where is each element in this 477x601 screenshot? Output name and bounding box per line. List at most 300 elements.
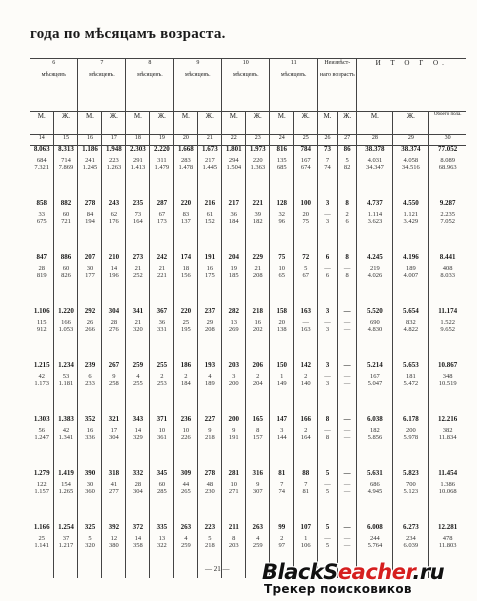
cell-total: 220 xyxy=(180,308,192,315)
table-cell xyxy=(174,524,198,578)
cell-total: 11.174 xyxy=(438,308,458,315)
cell-subvalue: 6 xyxy=(88,372,92,380)
cell-total: 1.279 xyxy=(33,470,50,477)
cell-subvalue: 311 xyxy=(157,156,167,164)
cell-subvalue: 21 xyxy=(134,318,142,326)
cell-subvalue: 5.472 xyxy=(403,380,419,387)
table-row xyxy=(30,308,466,362)
table-cell xyxy=(357,254,393,308)
col-number: 24 xyxy=(270,135,294,146)
cell-total: 263 xyxy=(180,524,192,531)
table-cell xyxy=(294,416,318,470)
col-number: 14 xyxy=(30,135,54,146)
cell-subvalue: 10.519 xyxy=(438,380,457,387)
cell-subvalue: 16 xyxy=(206,264,214,272)
cell-total: 372 xyxy=(132,524,144,531)
cell-total: 88 xyxy=(302,470,310,477)
cell-subvalue: — xyxy=(324,318,331,326)
cell-total: 227 xyxy=(204,416,216,423)
cell-subvalue: 329 xyxy=(133,434,143,441)
table-cell xyxy=(270,200,294,254)
cell-total: 304 xyxy=(108,308,120,315)
cell-subvalue: 8 xyxy=(325,434,330,441)
table-cell xyxy=(270,308,294,362)
cell-subvalue: 5.123 xyxy=(403,488,419,495)
cell-subvalue: 826 xyxy=(61,272,71,279)
cell-total: 343 xyxy=(132,416,144,423)
cell-subvalue: 21 xyxy=(158,264,166,272)
col-header-7: 7 мѣсяцевъ. xyxy=(78,59,126,112)
cell-subvalue: — xyxy=(343,534,351,542)
table-cell xyxy=(126,254,150,308)
cell-total: 318 xyxy=(108,470,120,477)
cell-subvalue: 1.157 xyxy=(34,488,50,495)
cell-subvalue: 28 xyxy=(110,318,118,326)
cell-total: 8 xyxy=(345,254,349,261)
cell-subvalue: 32 xyxy=(278,210,285,218)
cell-subvalue: 1 xyxy=(280,372,284,380)
cell-subvalue: 348 xyxy=(442,372,453,380)
cell-subvalue: 8.033 xyxy=(440,272,455,279)
cell-subvalue: 5 xyxy=(325,542,330,549)
cell-subvalue: 175 xyxy=(204,272,215,279)
col-number: 17 xyxy=(102,135,126,146)
cell-subvalue: 1.478 xyxy=(178,164,194,171)
cell-subvalue: 48 xyxy=(206,480,214,488)
table-cell xyxy=(30,146,54,201)
table-row xyxy=(30,254,466,308)
cell-subvalue: 163 xyxy=(300,326,311,333)
cell-subvalue: 721 xyxy=(61,218,71,225)
cell-subvalue: 4.058 xyxy=(403,156,419,164)
col-number: 16 xyxy=(78,135,102,146)
col-number: 23 xyxy=(246,135,270,146)
table-cell xyxy=(357,308,393,362)
table-cell xyxy=(78,146,102,201)
col-number: 26 xyxy=(318,135,338,146)
cell-subvalue: 5.856 xyxy=(367,434,383,441)
cell-total: 223 xyxy=(204,524,216,531)
cell-total: 8.313 xyxy=(58,145,74,153)
table-cell xyxy=(429,308,466,362)
cell-subvalue: 200 xyxy=(228,380,239,387)
cell-subvalue: 96 xyxy=(278,218,285,225)
table-cell xyxy=(30,524,54,578)
table-cell xyxy=(318,362,338,416)
cell-subvalue: 144 xyxy=(276,434,287,441)
col-number: 20 xyxy=(174,135,198,146)
table-cell xyxy=(198,308,222,362)
cell-total: 191 xyxy=(204,254,216,261)
cell-subvalue: 8 xyxy=(232,534,236,542)
cell-total: 1.254 xyxy=(58,524,74,531)
table-cell xyxy=(246,200,270,254)
cell-subvalue: 478 xyxy=(442,534,453,542)
cell-subvalue: 140 xyxy=(300,380,311,387)
cell-subvalue: — xyxy=(343,380,351,387)
col-header-total: И Т О Г О. xyxy=(357,59,466,112)
cell-subvalue: 259 xyxy=(252,542,263,549)
cell-subvalue: 1 xyxy=(304,534,308,542)
cell-subvalue: 68.963 xyxy=(438,164,457,171)
cell-subvalue: 2 xyxy=(280,534,284,542)
cell-subvalue: 208 xyxy=(204,326,215,333)
cell-subvalue: 36 xyxy=(158,318,166,326)
cell-total: 239 xyxy=(84,362,96,369)
cell-subvalue: 30 xyxy=(86,264,94,272)
cell-subvalue: 2 xyxy=(160,372,164,380)
table-cell xyxy=(294,362,318,416)
cell-subvalue: 25 xyxy=(182,318,190,326)
cell-total: 2.220 xyxy=(153,145,170,153)
cell-subvalue: 164 xyxy=(133,218,143,225)
cell-subvalue: 258 xyxy=(109,380,119,387)
cell-total: 1.383 xyxy=(58,416,74,423)
cell-total: 390 xyxy=(84,470,96,477)
cell-total: 1.668 xyxy=(177,145,194,153)
label-zh: Ж. xyxy=(150,112,174,135)
cell-subvalue: 244 xyxy=(370,534,380,542)
table-cell xyxy=(174,200,198,254)
cell-total: 38.374 xyxy=(401,145,421,153)
cell-subvalue: 3 xyxy=(325,218,330,225)
col-header-9: 9 мѣсяцевъ. xyxy=(174,59,222,112)
cell-total: 392 xyxy=(108,524,120,531)
table-cell xyxy=(393,146,429,201)
cell-subvalue: 832 xyxy=(405,318,416,326)
cell-subvalue: 3 xyxy=(232,372,236,380)
cell-subvalue: 1.363 xyxy=(250,164,266,171)
cell-subvalue: 14 xyxy=(134,534,142,542)
cell-total: 287 xyxy=(156,200,168,207)
cell-subvalue: 9 xyxy=(208,426,212,434)
table-cell xyxy=(102,524,126,578)
cell-subvalue: 4.007 xyxy=(403,272,419,279)
table-cell xyxy=(54,524,78,578)
label-m: М. xyxy=(357,112,393,135)
cell-subvalue: 44 xyxy=(182,480,190,488)
cell-total: 278 xyxy=(204,470,216,477)
cell-subvalue: 2 xyxy=(184,372,188,380)
cell-subvalue: 3.429 xyxy=(403,218,419,225)
cell-subvalue: 181 xyxy=(405,372,416,380)
cell-subvalue: 336 xyxy=(85,434,95,441)
cell-total: 6.038 xyxy=(367,416,383,423)
table-cell xyxy=(246,254,270,308)
cell-total: 335 xyxy=(156,524,168,531)
cell-total: 352 xyxy=(84,416,96,423)
table-cell xyxy=(30,200,54,254)
cell-subvalue: 12 xyxy=(110,534,118,542)
cell-total: 81 xyxy=(278,470,286,477)
cell-total: 1.419 xyxy=(58,470,74,477)
col-number: 22 xyxy=(222,135,246,146)
watermark xyxy=(262,560,472,598)
cell-subvalue: 1.445 xyxy=(202,164,218,171)
cell-subvalue: 322 xyxy=(156,542,167,549)
cell-total: 5 xyxy=(325,524,330,531)
cell-subvalue: 5 xyxy=(88,534,92,542)
cell-subvalue: 233 xyxy=(85,380,95,387)
table-cell xyxy=(318,308,338,362)
cell-subvalue: 60 xyxy=(62,210,70,218)
table-cell xyxy=(174,308,198,362)
cell-subvalue: 4 xyxy=(208,372,212,380)
table-cell xyxy=(222,146,246,201)
cell-total: 1.303 xyxy=(33,416,50,423)
cell-total: 5.654 xyxy=(402,308,419,315)
label-zh: Ж. xyxy=(294,112,318,135)
cell-subvalue: 2.235 xyxy=(440,210,455,218)
label-m: М. xyxy=(174,112,198,135)
table-cell xyxy=(198,200,222,254)
cell-subvalue: 26 xyxy=(86,318,94,326)
cell-total: 8 xyxy=(325,416,330,423)
cell-subvalue: 9 xyxy=(232,426,236,434)
table-cell xyxy=(54,308,78,362)
watermark-brand: BlackSeacher.ru xyxy=(262,560,445,584)
cell-total: 5.520 xyxy=(367,308,383,315)
cell-total: 1.106 xyxy=(33,308,50,315)
sex-label-row xyxy=(30,112,466,135)
cell-total: 163 xyxy=(300,308,311,315)
col-number: 19 xyxy=(150,135,174,146)
table-cell xyxy=(270,146,294,201)
table-cell xyxy=(54,416,78,470)
table-cell xyxy=(357,416,393,470)
cell-subvalue: 674 xyxy=(300,164,311,171)
table-row xyxy=(30,362,466,416)
cell-total: 1.215 xyxy=(33,362,50,369)
cell-subvalue: 20 xyxy=(278,318,285,326)
table-cell xyxy=(246,362,270,416)
cell-total: 858 xyxy=(36,200,47,207)
table-cell xyxy=(150,200,174,254)
cell-subvalue: 17 xyxy=(110,426,118,434)
cell-total: 99 xyxy=(278,524,286,531)
cell-total: 235 xyxy=(132,200,144,207)
cell-total: 2.303 xyxy=(130,145,146,153)
cell-subvalue: 10 xyxy=(182,426,190,434)
table-cell xyxy=(126,416,150,470)
cell-subvalue: 4.031 xyxy=(367,156,383,164)
col-header-11: 11 мѣсяцевъ. xyxy=(270,59,318,112)
cell-subvalue: 36 xyxy=(230,210,238,218)
cell-total: 72 xyxy=(302,254,310,261)
table-cell xyxy=(54,254,78,308)
cell-subvalue: 4 xyxy=(136,372,140,380)
cell-subvalue: 82 xyxy=(343,164,351,171)
table-cell xyxy=(246,146,270,201)
cell-subvalue: 203 xyxy=(228,542,239,549)
cell-total: 5.653 xyxy=(402,362,419,369)
cell-subvalue: 176 xyxy=(109,218,119,225)
cell-subvalue: 6.039 xyxy=(403,542,419,549)
cell-subvalue: 177 xyxy=(85,272,95,279)
cell-subvalue: 4.945 xyxy=(367,488,383,495)
cell-subvalue: 307 xyxy=(252,488,263,495)
table-cell xyxy=(102,416,126,470)
cell-subvalue: 218 xyxy=(204,434,215,441)
cell-subvalue: 7 xyxy=(325,156,330,164)
cell-subvalue: 304 xyxy=(109,434,119,441)
cell-subvalue: 686 xyxy=(370,480,380,488)
cell-subvalue: 7.321 xyxy=(34,164,50,171)
cell-subvalue: 164 xyxy=(300,434,311,441)
col-header-10: 10 мѣсяцевъ. xyxy=(222,59,270,112)
cell-total: 1.166 xyxy=(33,524,50,531)
table-cell xyxy=(270,416,294,470)
cell-total: 341 xyxy=(132,308,144,315)
table-cell xyxy=(270,470,294,524)
cell-total: 73 xyxy=(324,145,332,153)
cell-total: 882 xyxy=(60,200,72,207)
cell-total: — xyxy=(343,308,351,315)
cell-total: 10.867 xyxy=(438,362,458,369)
cell-subvalue: 74 xyxy=(278,488,285,495)
cell-total: 207 xyxy=(84,254,96,261)
cell-subvalue: 234 xyxy=(405,534,416,542)
cell-subvalue: — xyxy=(324,534,331,542)
cell-subvalue: 320 xyxy=(133,326,143,333)
cell-total: 345 xyxy=(156,470,168,477)
table-body xyxy=(30,146,466,579)
cell-subvalue: — xyxy=(324,210,331,218)
table-cell xyxy=(174,254,198,308)
col-number: 29 xyxy=(393,135,429,146)
cell-total: 236 xyxy=(180,416,192,423)
cell-subvalue: 34.347 xyxy=(365,164,384,171)
cell-subvalue: 10 xyxy=(230,480,238,488)
table-cell xyxy=(30,308,54,362)
cell-total: 4.245 xyxy=(367,254,383,261)
cell-subvalue: 220 xyxy=(252,156,263,164)
cell-subvalue: 5 xyxy=(208,534,212,542)
cell-subvalue: 1.522 xyxy=(440,318,455,326)
table-cell xyxy=(150,254,174,308)
table-cell xyxy=(102,200,126,254)
table-row xyxy=(30,416,466,470)
cell-subvalue: 6 xyxy=(325,272,330,279)
cell-total: 242 xyxy=(156,254,168,261)
cell-subvalue: 226 xyxy=(180,434,191,441)
cell-subvalue: — xyxy=(343,372,351,380)
cell-total: 174 xyxy=(180,254,192,261)
cell-subvalue: 408 xyxy=(442,264,453,272)
cell-subvalue: — xyxy=(302,318,309,326)
cell-subvalue: 266 xyxy=(85,326,95,333)
cell-total: 5.214 xyxy=(367,362,383,369)
table-cell xyxy=(78,254,102,308)
col-number: 18 xyxy=(126,135,150,146)
cell-subvalue: 166 xyxy=(61,318,71,326)
cell-subvalue: 13 xyxy=(230,318,238,326)
cell-total: 218 xyxy=(252,308,264,315)
table-cell xyxy=(357,470,393,524)
cell-total: 263 xyxy=(252,524,264,531)
table-cell xyxy=(78,362,102,416)
cell-subvalue: 5.764 xyxy=(367,542,383,549)
cell-subvalue: 331 xyxy=(156,326,167,333)
cell-total: 367 xyxy=(156,308,168,315)
table-cell xyxy=(78,470,102,524)
table-cell xyxy=(222,200,246,254)
cell-subvalue: 200 xyxy=(405,426,416,434)
table-cell xyxy=(78,416,102,470)
cell-subvalue: 7 xyxy=(280,480,284,488)
table-cell xyxy=(337,362,357,416)
cell-total: 292 xyxy=(84,308,96,315)
label-m: М. xyxy=(222,112,246,135)
cell-subvalue: 277 xyxy=(109,488,119,495)
table-cell xyxy=(78,200,102,254)
table-cell xyxy=(393,470,429,524)
cell-subvalue: 34.516 xyxy=(401,164,420,171)
table-cell xyxy=(270,254,294,308)
cell-subvalue: 276 xyxy=(109,326,119,333)
table-cell xyxy=(126,470,150,524)
cell-subvalue: 8.089 xyxy=(440,156,455,164)
table-cell xyxy=(429,470,466,524)
cell-subvalue: 182 xyxy=(252,218,263,225)
cell-subvalue: 714 xyxy=(61,156,71,164)
cell-subvalue: 16 xyxy=(254,318,262,326)
cell-total: — xyxy=(343,416,351,423)
cell-total: 11.454 xyxy=(438,470,458,477)
table-cell xyxy=(102,146,126,201)
cell-subvalue: 6 xyxy=(345,218,349,225)
cell-total: 100 xyxy=(300,200,311,207)
table-cell xyxy=(393,254,429,308)
cell-subvalue: 304 xyxy=(133,488,143,495)
cell-subvalue: 5.978 xyxy=(403,434,419,441)
cell-total: 75 xyxy=(278,254,286,261)
col-number: 28 xyxy=(357,135,393,146)
cell-total: 243 xyxy=(108,200,120,207)
table-cell xyxy=(294,308,318,362)
table-cell xyxy=(429,254,466,308)
table-cell xyxy=(54,200,78,254)
label-zh: Ж. xyxy=(102,112,126,135)
cell-subvalue: 320 xyxy=(85,542,95,549)
table-cell xyxy=(30,362,54,416)
cell-subvalue: 195 xyxy=(180,326,191,333)
cell-total: 3 xyxy=(325,200,330,207)
cell-subvalue: 1.265 xyxy=(58,488,74,495)
col-number: 27 xyxy=(337,135,357,146)
column-number-row xyxy=(30,135,466,146)
cell-subvalue: 25 xyxy=(38,534,45,542)
cell-subvalue: 294 xyxy=(228,156,239,164)
cell-subvalue: 223 xyxy=(109,156,119,164)
cell-subvalue: 1.173 xyxy=(34,380,50,387)
cell-subvalue: 21 xyxy=(254,264,262,272)
table-cell xyxy=(294,146,318,201)
cell-total: 5.631 xyxy=(367,470,383,477)
label-m: М. xyxy=(270,112,294,135)
cell-subvalue: 1.263 xyxy=(106,164,122,171)
label-m: М. xyxy=(126,112,150,135)
cell-total: 332 xyxy=(132,470,144,477)
col-header-6: 6 мѣсяцевъ xyxy=(30,59,78,112)
table-cell xyxy=(198,362,222,416)
table-cell xyxy=(198,470,222,524)
cell-total: 216 xyxy=(204,200,216,207)
cell-total: 278 xyxy=(84,200,96,207)
cell-subvalue: 5 xyxy=(325,488,330,495)
cell-total: 221 xyxy=(252,200,264,207)
label-zh: Ж. xyxy=(198,112,222,135)
